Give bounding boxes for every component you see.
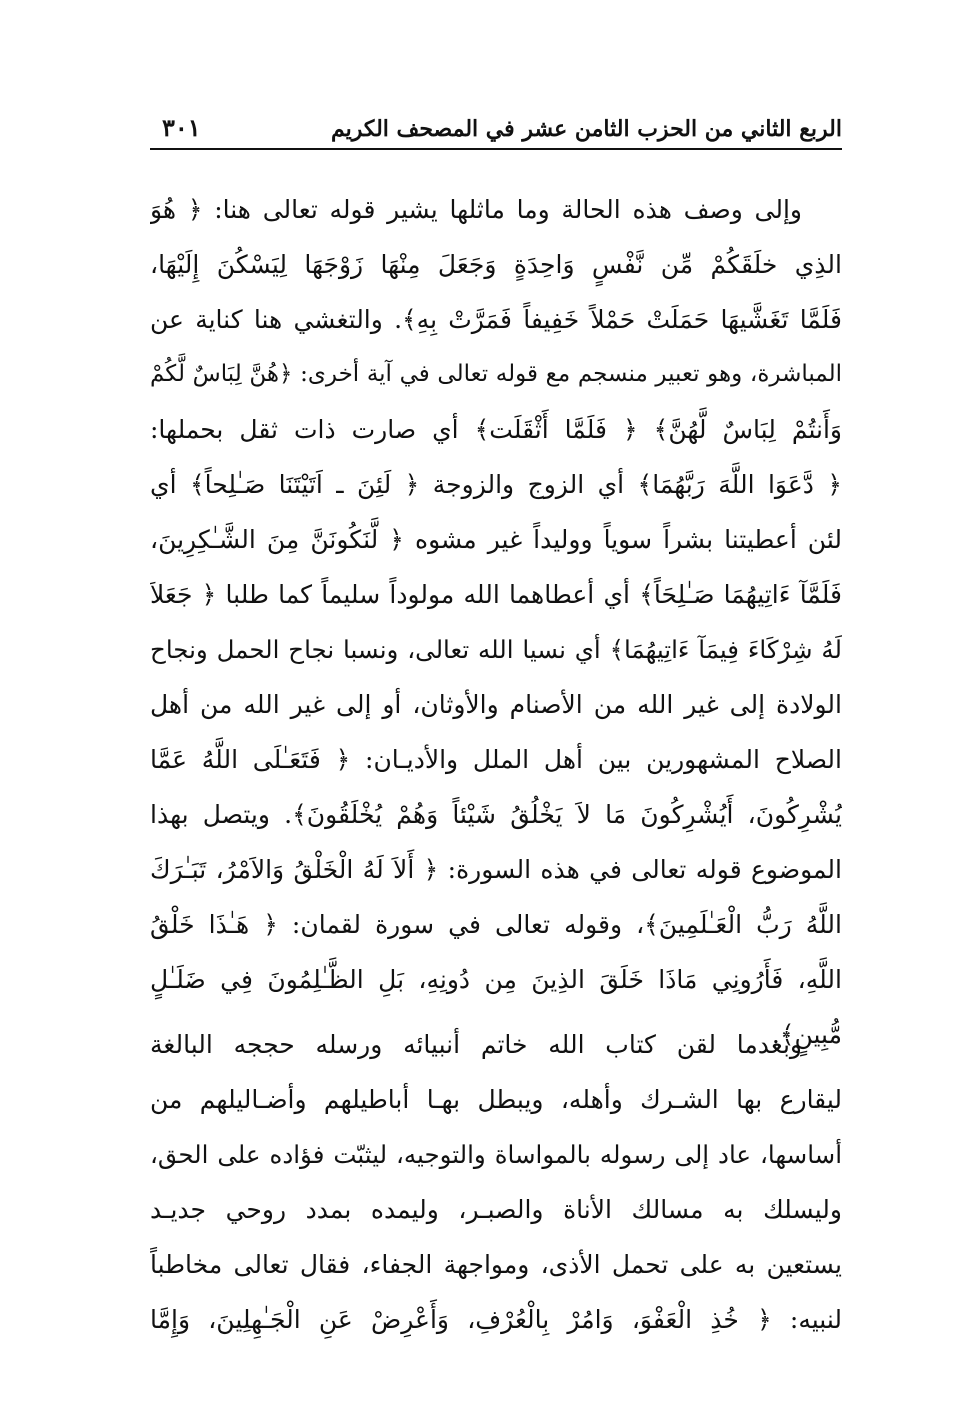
- text-line: وإلى وصف هذه الحالة وما ماثلها يشير قوله تعالى هنا: ﴿ هُوَ: [150, 195, 802, 224]
- header-title: الربع الثاني من الحزب الثامن عشر في المصحف الكريم: [331, 116, 842, 142]
- running-header: [150, 112, 842, 150]
- text-line: لئن أعطيتنا بشراً سوياً ووليداً غير مشوه ﴿ لَّنَكُونَنَّ مِنَ الشَّـٰكِرِينَ،: [150, 525, 842, 554]
- text-line: اللَّهُ رَبُّ الْعَـٰلَمِينَ﴾، وقوله تعالى في سورة لقمان: ﴿ هَـٰذَا خَلْقُ: [150, 910, 842, 939]
- text-line: وليسلك به مسالك الأناة والصبـر، وليمده بمدد روحي جديـد: [150, 1195, 842, 1224]
- page-number: ٣٠١: [162, 113, 201, 142]
- text-line: ﴿ دَّعَوَا اللَّهَ رَبَّهُمَا﴾ أي الزوج والزوجة ﴿ لَئِنَ ـ اَتَيْتَنَا صَـٰلِحاً﴾ أي: [150, 470, 842, 499]
- text-line: وَأَنتُمْ لِبَاسٌ لَّهُنَّ﴾ ﴿ فَلَمَّا أَثْقَلَت﴾ أي صارت ذات ثقل بحملها:: [150, 415, 842, 444]
- text-line: الولادة إلى غير الله من الأصنام والأوثان، أو إلى غير الله من أهل: [150, 690, 842, 719]
- paragraph-1: [150, 182, 842, 1062]
- text-line: ليقارع بها الشـرك وأهله، ويبطل بهـا أباطيلهم وأضـاليلهم من: [150, 1085, 842, 1114]
- text-line: مُّبِينٍ﴾.: [771, 1020, 842, 1049]
- text-line: الذِي خلَقَكُمْ مِّن نَّفْسٍ وَاحِدَةٍ وَجَعَلَ مِنْهَا زَوْجَهَا لِيَسْكُنَ إِلَيْهَا،: [150, 250, 842, 279]
- text-line: الصلاح المشهورين بين أهل الملل والأديـان: ﴿ فَتَعَـٰلَى اللَّهُ عَمَّا: [150, 745, 842, 774]
- text-line: فَلَمَّآ ءَاتِيهُمَا صَـٰلِحَاً﴾ أي أعطاهما الله مولوداً سليماً كما طلبا ﴿ جَعَلاَ: [150, 580, 842, 609]
- text-line: الموضوع قوله تعالى في هذه السورة: ﴿ أَلاَ لَهُ الْخَلْقُ وَالاَمْرُ، تَبَـٰرَكَ: [150, 855, 842, 884]
- text-line: يستعين به على تحمل الأذى، ومواجهة الجفاء، فقال تعالى مخاطباً: [150, 1250, 842, 1279]
- text-line: وبعدما لقن كتاب الله خاتم أنبيائه ورسله حججه البالغة: [150, 1030, 802, 1059]
- text-line: لنبيه: ﴿ خُذِ الْعَفْوَ، وَامُرْ بِالْعُرْفِ، وَأَعْرِضْ عَنِ الْجَـٰهِلِينَ، وَإِمَّا: [150, 1305, 842, 1334]
- text-line: اللَّهِ، فَأَرُونِي مَاذَا خَلَقَ الذِينَ مِن دُونِهِ، بَلِ الظَّـٰلِمُونَ فِي ضَلَـٰلٍ: [150, 965, 842, 994]
- text-line: فَلَمَّا تَغَشَّيهَا حَمَلَتْ حَمْلاً خَفِيفاً فَمَرَّتْ بِهِ﴾. والتغشي هنا كناية عن: [150, 305, 842, 334]
- text-line: لَهُ شِرْكَاءَ فِيمَآ ءَاتِيهُمَا﴾ أي نسيا الله تعالى، ونسبا نجاح الحمل ونجاح: [150, 635, 842, 664]
- paragraph-2: [150, 1017, 842, 1347]
- text-line: يُشْرِكُونَ، أَيُشْرِكُونَ مَا لاَ يَخْلُقُ شَيْئاً وَهُمْ يُخْلَقُونَ﴾. ويتصل بهذا: [150, 800, 842, 829]
- text-line: المباشرة، وهو تعبير منسجم مع قوله تعالى في آية أخرى: ﴿هُنَّ لِبَاسٌ لَّكُمْ: [150, 361, 842, 387]
- text-line: أساسها، عاد إلى رسوله بالمواساة والتوجيه، ليثبّت فؤاده على الحق،: [150, 1140, 842, 1169]
